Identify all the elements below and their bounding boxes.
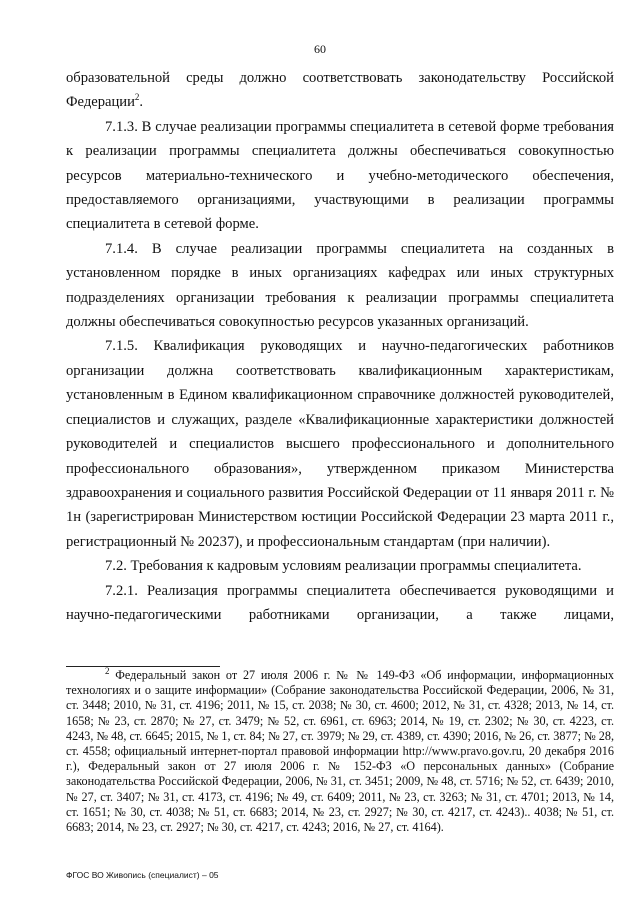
document-footer-code: ФГОС ВО Живопись (специалист) – 05 <box>66 870 219 880</box>
footnote <box>66 665 614 835</box>
footnote-text-block <box>66 665 614 835</box>
footnote-separator <box>66 666 220 667</box>
paragraph-7-2: 7.2. Требования к кадровым условиям реализации программы специалитета. <box>105 558 582 575</box>
paragraph-7-1-3: 7.1.3. В случае реализации программы специалитета в сетевой форме требования к реализации программы специалитета должны обеспечиваться совокупностью ресурсов материально-технического и учебно-методического обеспечения, предоставляемого организациями, участвующими в реализации программы специалитета в сетевой форме. <box>66 118 614 233</box>
paragraph-text: образовательной среды должно соответствовать законодательству Российской Федерации <box>66 70 614 111</box>
document-body <box>66 66 614 652</box>
paragraph-continuation <box>66 66 614 115</box>
paragraph-tail: . <box>139 94 144 111</box>
footnote-text: Федеральный закон от 27 июля 2006 г. № № 149-ФЗ «Об информации, информационных технологиях и о защите информации» (Собрание законодательства Российской Федерации, 2006, № 31, ст. 3448; 2010, № 31, ст. 4196; 2011, № 15, ст. 2038; № 30, ст. 4600; 2012, № 31, ст. 4328; 2013, № 14, ст. 1658; № 23, ст. 2870; № 27, ст. 3479; № 52, ст. 6961, ст. 6963; 2014, № 19, ст. 2302; № 30, ст. 4223, ст. 4243, № 48, ст. 6645; 2015, № 1, ст. 84; № 27, ст. 3979; № 29, ст. 4389, ст. 4390; 2016, № 26, ст. 3877; № 28, ст. 4558; официальный интернет-портал правовой информации http://www.pravo.gov.ru, 20 декабря 2016 г.), Федеральный закон от 27 июля 2006 г. № 152-ФЗ «О персональных данных» (Собрание законодательства Российской Федерации, 2006, № 31, ст. 3451; 2009, № 48, ст. 5716; № 52, ст. 6439; 2010, № 27, ст. 3407; № 31, ст. 4173, ст. 4196; № 49, ст. 6409; 2011, № 23, ст. 3263; № 31, ст. 4701; 2013, № 14, ст. 1651; № 30, ст. 4038; № 51, ст. 6683; 2014, № 23, ст. 2927; № 30, ст. 4217, ст. 4243).. 4038; № 51, ст. 6683; 2014, № 23, ст. 2927; № 30, ст. 4217, ст. 4243; 2016, № 27, ст. 4164). <box>66 668 614 835</box>
paragraph-7-1-4: 7.1.4. В случае реализации программы специалитета на созданных в установленном порядке в иных организациях кафедрах или иных структурных подразделениях организации требования к реализации программы специалитета должны обеспечиваться совокупностью ресурсов указанных организаций. <box>66 240 614 331</box>
footnote-reference: 2 <box>134 92 140 103</box>
footnote-marker: 2 <box>105 665 110 676</box>
paragraph-7-2-1: 7.2.1. Реализация программы специалитета обеспечивается руководящими и научно-педагогическими работниками организации, а также лицами, <box>66 582 614 623</box>
page-number: 60 <box>314 42 326 56</box>
paragraph-7-1-5: 7.1.5. Квалификация руководящих и научно-педагогических работников организации должна соответствовать квалификационным характеристикам, установленным в Едином квалификационном справочнике должностей руководителей, специалистов и служащих, разделе «Квалификационные характеристики должностей руководителей и специалистов высшего профессионального и дополнительного профессионального образования», утвержденном приказом Министерства здравоохранения и социального развития Российской Федерации от 11 января 2011 г. № 1н (зарегистрирован Министерством юстиции Российской Федерации 23 марта 2011 г., регистрационный № 20237), и профессиональным стандартам (при наличии). <box>66 338 614 550</box>
